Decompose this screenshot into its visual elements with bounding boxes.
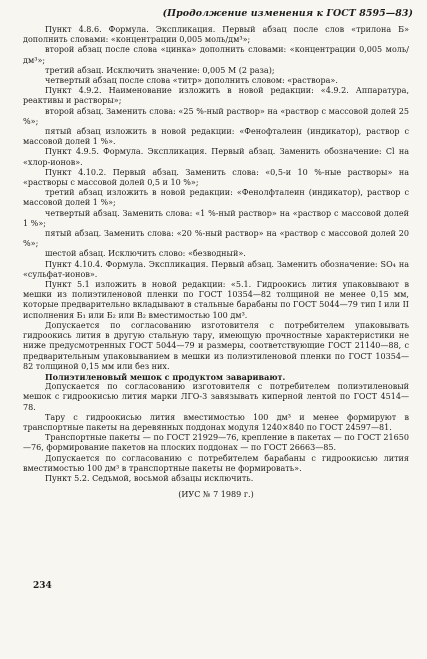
paragraph: Тару с гидроокисью лития вместимостью 100 дм³ и менее формируют в транспортные пакеты на деревянных поддонах модуля 1240×840 по ГОСТ 24597—81.: [23, 412, 409, 432]
paragraph: Пункт 5.2. Седьмой, восьмой абзацы исключить.: [45, 473, 254, 483]
paragraph: третий абзац изложить в новой редакции: «Фенолфталеин (индикатор), раствор с массовой долей 1 %»;: [23, 188, 409, 208]
paragraph: третий абзац. Исключить значение: 0,005 М (2 раза);: [45, 65, 275, 75]
paragraph: пятый абзац. Заменить слова: «20 %-ный раствор» на «раствор с массовой долей 20 %»;: [23, 229, 409, 249]
paragraph: шестой абзац. Исключить слово: «безводный».: [45, 249, 246, 259]
paragraph: Пункт 4.9.5. Формула. Экспликация. Первый абзац. Заменить обозначение: Cl на «хлор-ионов».: [23, 147, 409, 167]
paragraph: Допускается по согласованию изготовителя с потребителем полиэтиленовый мешок с гидроокисью лития марки ЛГО-3 завязывать киперной лентой по ГОСТ 4514—78.: [23, 382, 409, 412]
paragraph: четвертый абзац. Заменить слова: «1 %-ный раствор» на «раствор с массовой долей 1 %»;: [23, 208, 409, 228]
paragraph: пятый абзац изложить в новой редакции: «Фенофталеин (индикатор), раствор с массовой долей 1 %».: [23, 127, 409, 147]
paragraph: Пункт 4.10.4. Формула. Экспликация. Первый абзац. Заменить обозначение: SO₄ на «сульфат-ионов».: [23, 259, 409, 279]
issue-note: (ИУС № 7 1989 г.): [178, 490, 254, 500]
paragraph-bold: Полиэтиленовый мешок с продуктом заваривают.: [45, 371, 286, 382]
paragraph: Пункт 4.9.2. Наименование изложить в новой редакции: «4.9.2. Аппаратура, реактивы и растворы»;: [23, 86, 409, 106]
document-body: [23, 25, 409, 500]
paragraph: Пункт 5.1 изложить в новой редакции: «5.1. Гидроокись лития упаковывают в мешки из полиэтиленовой пленки по ГОСТ 10354—82 толщиной не менее 0,15 мм, которые предварительно вкладывают в стальные барабаны по ГОСТ 5044—79 тип I или II исполнения Б₁ или Б₂ или В₂ вместимостью 100 дм³.: [23, 280, 409, 320]
paragraph: Пункт 4.8.6. Формула. Экспликация. Первый абзац после слов «трилона Б» дополнить словами: «концентрации 0,005 моль/дм³»;: [23, 25, 409, 45]
page-header: (Продолжение изменения к ГОСТ 8595—83): [162, 8, 413, 19]
paragraph: второй абзац. Заменить слова: «25 %-ный раствор» на «раствор с массовой долей 25 %»;: [23, 106, 409, 126]
paragraph: Допускается по согласованию изготовителя с потребителем упаковывать гидроокись лития в другую стальную тару, имеющую прочностные характеристики не ниже предусмотренных ГОСТ 5044—79 и размеры, соответствующие ГОСТ 21140—88, с предварительным упаковыванием в мешки из полиэтиленовой пленки по ГОСТ 10354—82 толщиной 0,15 мм или без них.: [23, 320, 409, 371]
paragraph: Пункт 4.10.2. Первый абзац. Заменить слова: «0,5-и 10 %-ные растворы» на «растворы с массовой долей 0,5 и 10 %»;: [23, 167, 409, 188]
paragraph: Транспортные пакеты — по ГОСТ 21929—76, крепление в пакетах — по ГОСТ 21650—76, формирование пакетов на плоских поддонах — по ГОСТ 26663—85.: [23, 433, 409, 453]
page-number: 234: [33, 581, 52, 591]
paragraph: четвертый абзац после слова «титр» дополнить словом: «раствора».: [45, 76, 338, 86]
paragraph: второй абзац после слова «цинка» дополнить словами: «концентрации 0,005 моль/дм³»;: [23, 45, 409, 65]
paragraph: Допускается по согласованию с потребителем барабаны с гидроокисью лития вместимостью 100 дм³ в транспортные пакеты не формировать».: [23, 453, 409, 473]
